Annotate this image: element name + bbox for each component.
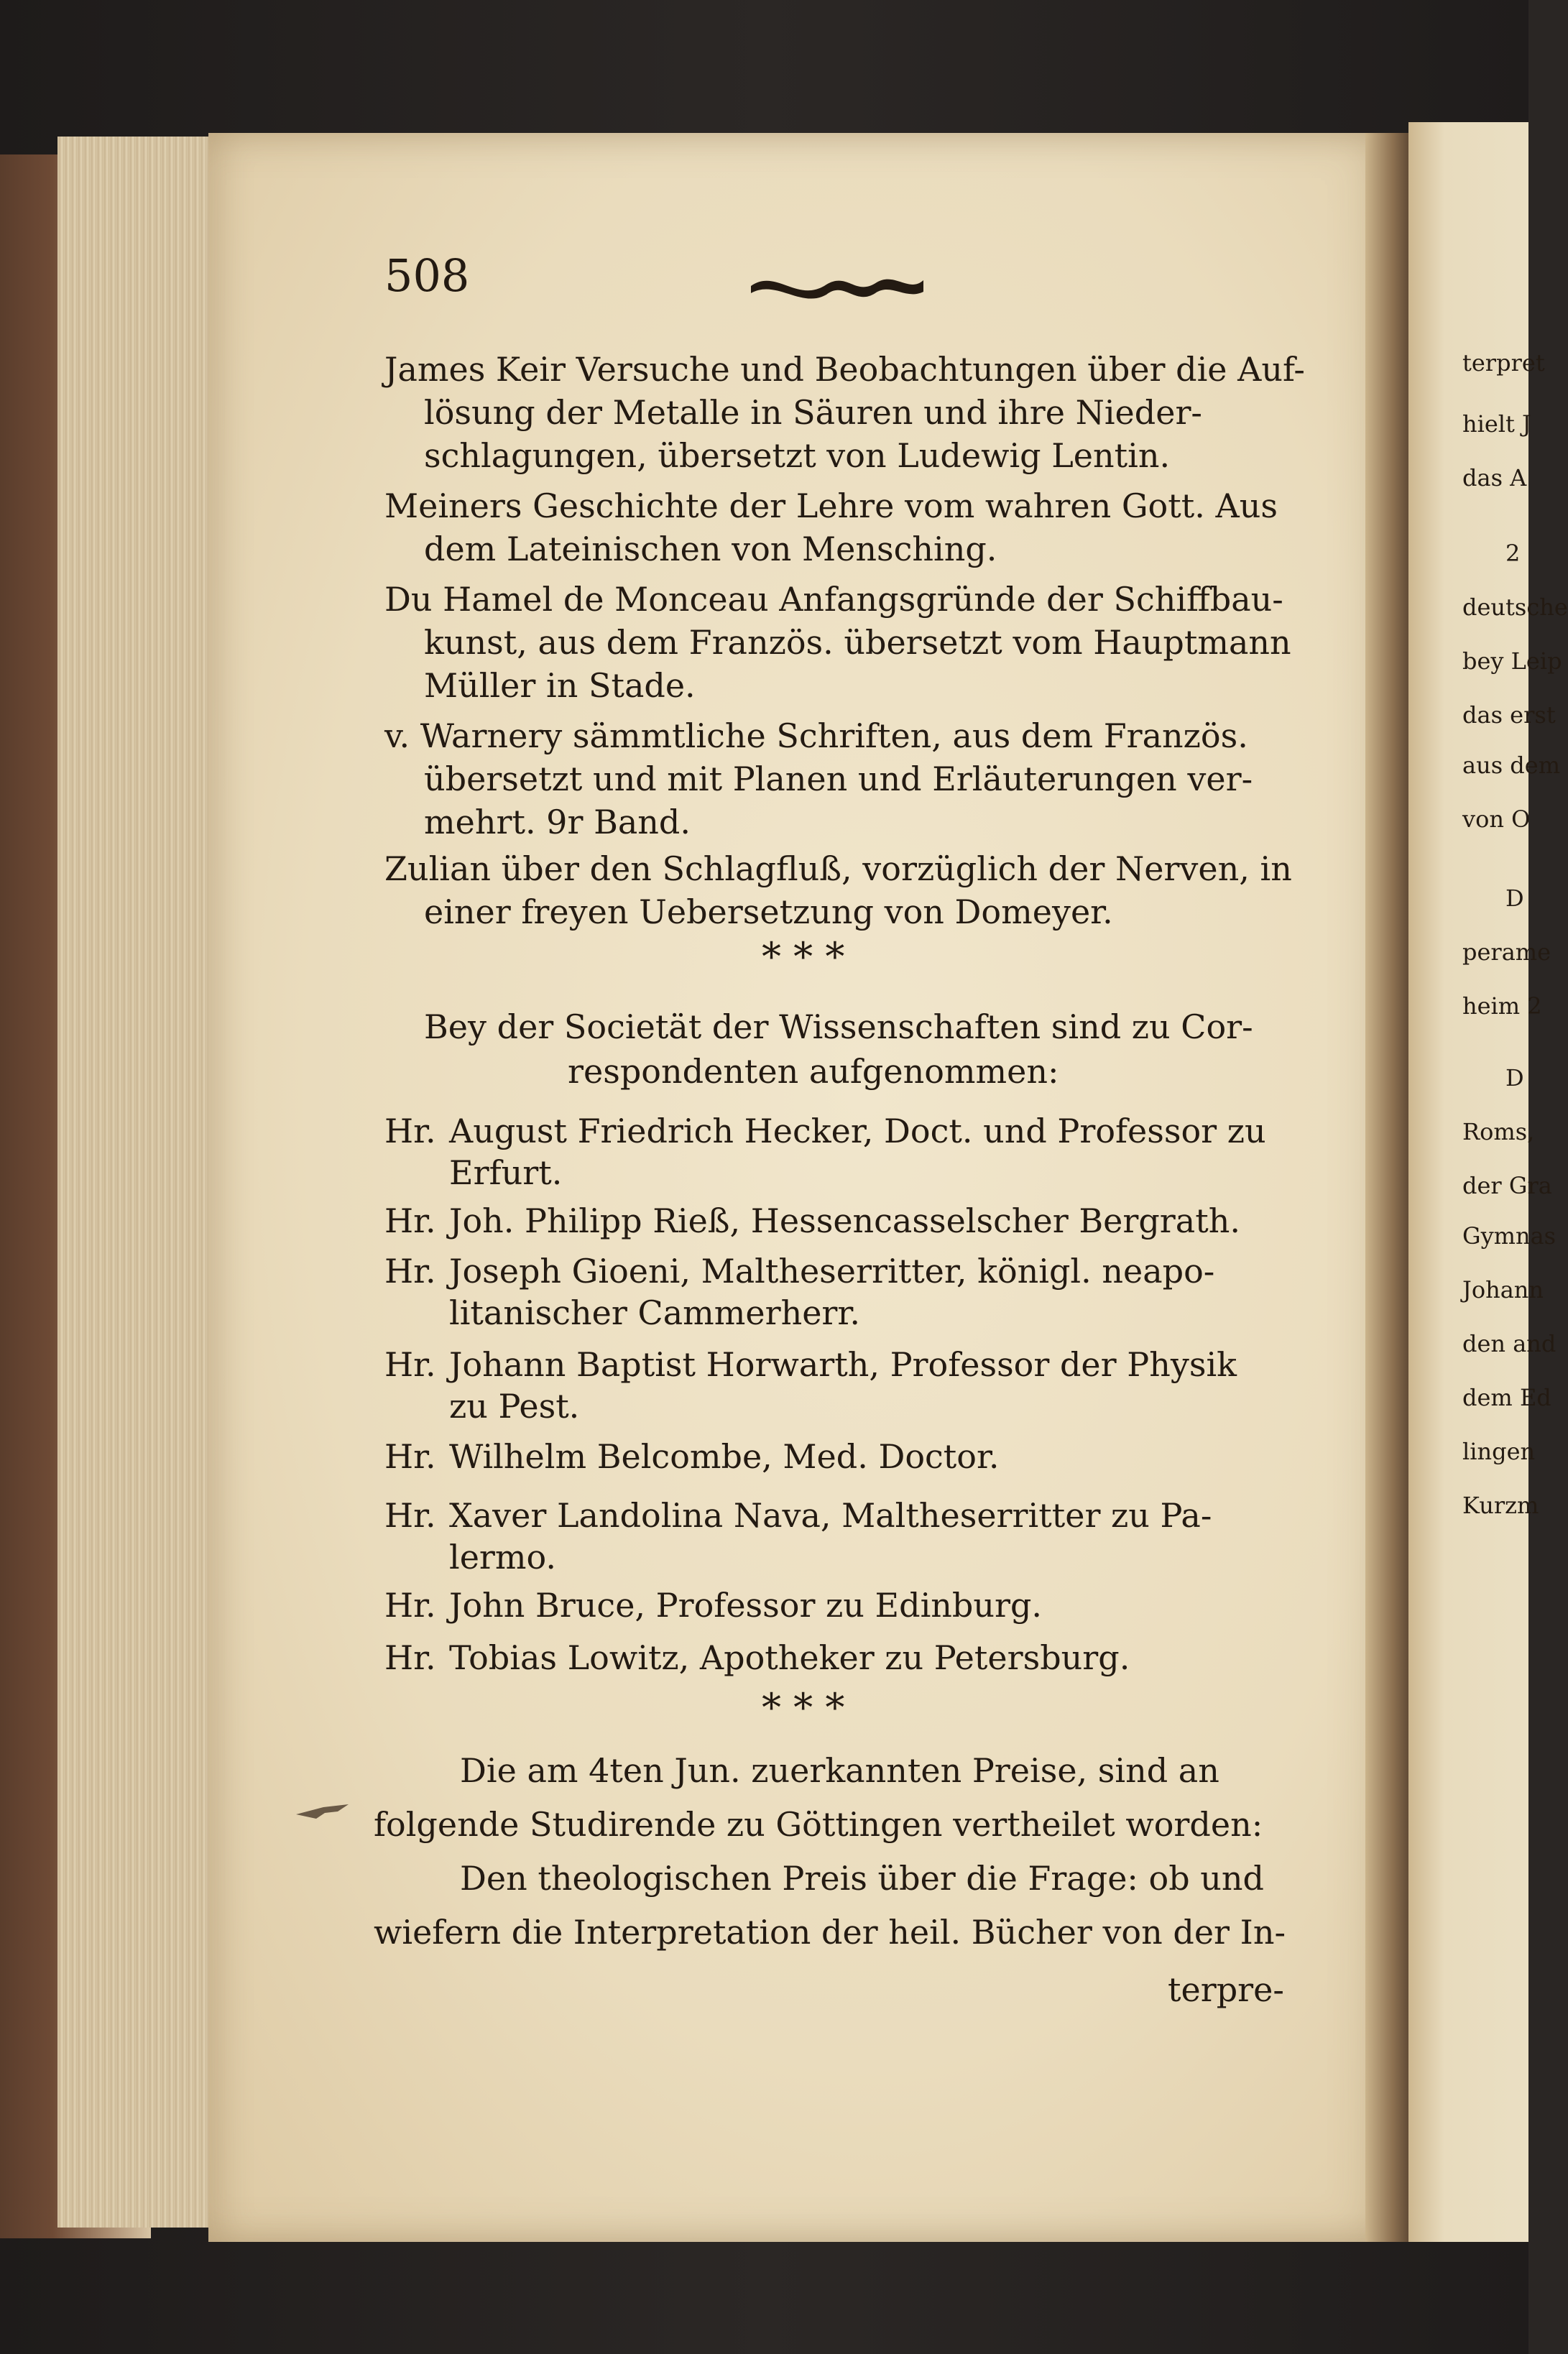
honorific: Hr. xyxy=(384,1437,436,1476)
text-line: einer freyen Uebersetzung von Domeyer. xyxy=(424,892,1113,931)
text-line: mehrt. 9r Band. xyxy=(424,803,691,841)
text-line: respondenten aufgenommen: xyxy=(568,1052,1059,1091)
text-line: James Keir Versuche und Beobachtungen über die Auf- xyxy=(384,350,1305,389)
facing-page-fragment: 2 xyxy=(1505,540,1521,567)
facing-page-fragment: von O xyxy=(1462,806,1531,833)
text-line: Bey der Societät der Wissenschaften sind zu Cor- xyxy=(424,1007,1253,1046)
member-entry-line: Xaver Landolina Nava, Maltheserritter zu Pa- xyxy=(449,1496,1212,1535)
text-line: wiefern die Interpretation der heil. Bücher von der In- xyxy=(374,1913,1286,1952)
text-line: Meiners Geschichte der Lehre vom wahren Gott. Aus xyxy=(384,486,1278,525)
honorific: Hr. xyxy=(384,1345,436,1384)
facing-page-fragment: deutsche xyxy=(1462,594,1568,621)
member-entry-line: zu Pest. xyxy=(449,1387,580,1426)
facing-page-fragment: Gymnas xyxy=(1462,1222,1557,1250)
ornament-vignette xyxy=(747,264,927,308)
pointing-hand-mark xyxy=(295,1800,352,1822)
member-entry-line: Joh. Philipp Rieß, Hessencasselscher Bergrath. xyxy=(449,1201,1240,1240)
facing-page-fragment: hielt J xyxy=(1462,410,1531,438)
member-entry-line: lermo. xyxy=(449,1538,557,1577)
facing-page-fragment: perame xyxy=(1462,938,1551,966)
facing-page-fragment: das erst xyxy=(1462,701,1556,729)
text-line: Den theologischen Preis über die Frage: ob und xyxy=(460,1859,1265,1898)
text-line: v. Warnery sämmtliche Schriften, aus dem Französ. xyxy=(384,716,1248,755)
honorific: Hr. xyxy=(384,1112,436,1150)
page-edges xyxy=(57,137,223,2228)
facing-page-fragment: Roms, xyxy=(1462,1118,1535,1145)
text-line: Zulian über den Schlagfluß, vorzüglich der Nerven, in xyxy=(384,849,1292,888)
facing-page-fragment: lingen xyxy=(1462,1438,1536,1465)
text-line: kunst, aus dem Französ. übersetzt vom Hauptmann xyxy=(424,623,1291,662)
text-line: Müller in Stade. xyxy=(424,666,696,705)
member-entry-line: Wilhelm Belcombe, Med. Doctor. xyxy=(449,1437,1000,1476)
member-entry-line: John Bruce, Professor zu Edinburg. xyxy=(449,1586,1043,1625)
facing-page-fragment: Johann xyxy=(1462,1276,1544,1303)
member-entry-line: Johann Baptist Horwarth, Professor der Physik xyxy=(449,1345,1237,1384)
facing-page-fragment: der Gra xyxy=(1462,1172,1552,1199)
catchword: terpre- xyxy=(1168,1970,1284,2009)
text-line: Du Hamel de Monceau Anfangsgründe der Schiffbau- xyxy=(384,580,1283,619)
text-line: schlagungen, übersetzt von Ludewig Lentin. xyxy=(424,436,1171,475)
facing-page-fragment: terpret xyxy=(1462,349,1545,377)
separator-stars: * * * xyxy=(762,1685,845,1730)
text-line: übersetzt und mit Planen und Erläuterungen ver- xyxy=(424,760,1253,798)
page-number: 508 xyxy=(384,249,470,302)
honorific: Hr. xyxy=(384,1496,436,1535)
member-entry-line: litanischer Cammerherr. xyxy=(449,1293,860,1332)
member-entry-line: Erfurt. xyxy=(449,1153,563,1192)
facing-page-fragment: D xyxy=(1505,885,1524,912)
facing-page-fragment: heim 2 xyxy=(1462,992,1542,1020)
honorific: Hr. xyxy=(384,1586,436,1625)
honorific: Hr. xyxy=(384,1201,436,1240)
facing-page-fragment: D xyxy=(1505,1064,1524,1091)
separator-stars: * * * xyxy=(762,934,845,979)
facing-page-fragment: bey Leip xyxy=(1462,647,1562,675)
text-line: lösung der Metalle in Säuren und ihre Nieder- xyxy=(424,393,1202,432)
honorific: Hr. xyxy=(384,1252,436,1291)
honorific: Hr. xyxy=(384,1638,436,1677)
text-line: dem Lateinischen von Mensching. xyxy=(424,530,997,568)
facing-page-fragment: aus dem xyxy=(1462,752,1561,779)
member-entry-line: Tobias Lowitz, Apotheker zu Petersburg. xyxy=(449,1638,1130,1677)
facing-page-fragment: Kurzm xyxy=(1462,1492,1539,1519)
text-line: folgende Studirende zu Göttingen vertheilet worden: xyxy=(374,1805,1263,1844)
member-entry-line: Joseph Gioeni, Maltheserritter, königl. neapo- xyxy=(449,1252,1215,1291)
facing-page-fragment: den and xyxy=(1462,1330,1557,1357)
text-line: Die am 4ten Jun. zuerkannten Preise, sind an xyxy=(460,1751,1219,1790)
facing-page-fragment: das A xyxy=(1462,464,1527,491)
facing-page-fragment: dem Ed xyxy=(1462,1384,1551,1411)
member-entry-line: August Friedrich Hecker, Doct. und Professor zu xyxy=(449,1112,1266,1150)
